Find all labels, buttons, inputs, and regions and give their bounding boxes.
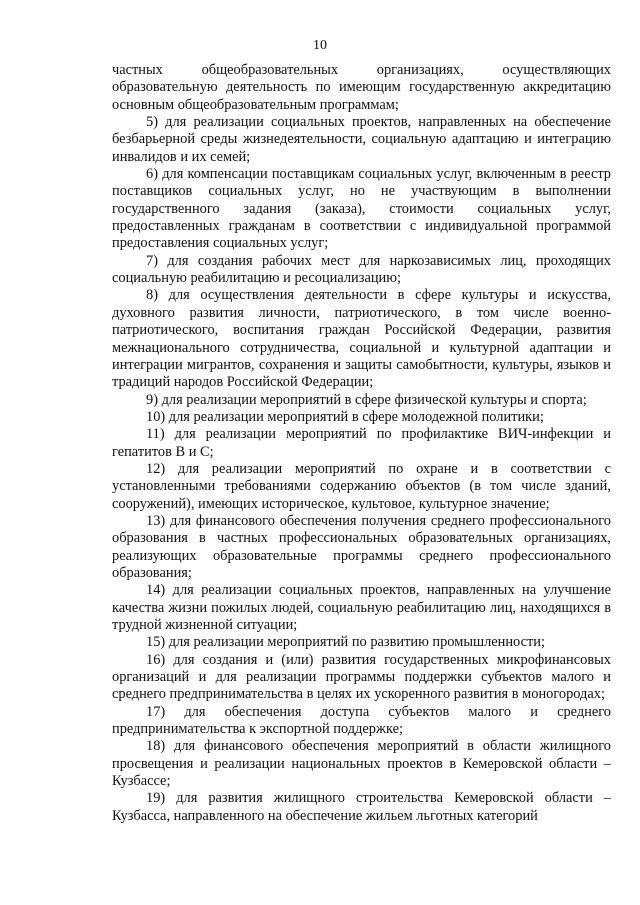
paragraph: 9) для реализации мероприятий в сфере физической культуры и спорта;: [146, 391, 587, 408]
paragraph: 14) для реализации социальных проектов, направленных на улучшение качества жизни пожилых людей, социальную реабилитацию лиц, находящихся в трудной жизненной ситуации;: [112, 582, 611, 633]
paragraph: 19) для развития жилищного строительства Кемеровской области – Кузбасса, направленного на обеспечение жильем льготных категорий: [112, 790, 611, 824]
document-body: [112, 62, 611, 825]
paragraph: 10) для реализации мероприятий в сфере молодежной политики;: [146, 408, 544, 425]
paragraph: 17) для обеспечения доступа субъектов малого и среднего предпринимательства к экспортной поддержке;: [112, 703, 611, 738]
paragraph: 13) для финансового обеспечения получения среднего профессионального образования в частных профессиональных образовательных организациях, реализующих образовательные программы среднего профессионального образования;: [112, 512, 611, 581]
paragraph: 16) для создания и (или) развития государственных микрофинансовых организаций и для реализации программы поддержки субъектов малого и среднего предпринимательства в целях их ускоренного развития в моногородах;: [112, 651, 611, 703]
page-number: 10: [313, 38, 327, 53]
paragraph: 18) для финансового обеспечения мероприятий в области жилищного просвещения и реализации национальных проектов в Кемеровской области – Кузбассе;: [112, 738, 611, 790]
paragraph: 11) для реализации мероприятий по профилактике ВИЧ-инфекции и гепатитов В и С;: [112, 426, 611, 460]
paragraph: 8) для осуществления деятельности в сфере культуры и искусства, духовного развития личности, патриотического, в том числе военно-патриотического, воспитания граждан Российской Федерации, развития межнационального сотрудничества, социальной и культурной адаптации и интеграции мигрантов, сохранения и защиты самобытности, культуры, языков и традиций народов Российской Федерации;: [112, 287, 611, 391]
paragraph: 12) для реализации мероприятий по охране и в соответствии с установленными требованиями содержанию объектов (в том числе зданий, сооружений), имеющих историческое, культовое, культурное значение;: [112, 460, 611, 512]
paragraph: 6) для компенсации поставщикам социальных услуг, включенным в реестр поставщиков социальных услуг, но не участвующим в выполнении государственного задания (заказа), стоимости социальных услуг, предоставленных гражданам в соответствии с индивидуальной программой предоставления социальных услуг;: [112, 166, 611, 252]
paragraph: 7) для создания рабочих мест для наркозависимых лиц, проходящих социальную реабилитацию и ресоциализацию;: [112, 252, 611, 287]
paragraph: 5) для реализации социальных проектов, направленных на обеспечение безбарьерной среды жизнедеятельности, социальную адаптацию и интеграцию инвалидов и их семей;: [112, 114, 611, 165]
paragraph: частных общеобразовательных организациях, осуществляющих образовательную деятельность по имеющим государственную аккредитацию основным общеобразовательным программам;: [112, 62, 611, 113]
paragraph: 15) для реализации мероприятий по развитию промышленности;: [146, 634, 545, 651]
